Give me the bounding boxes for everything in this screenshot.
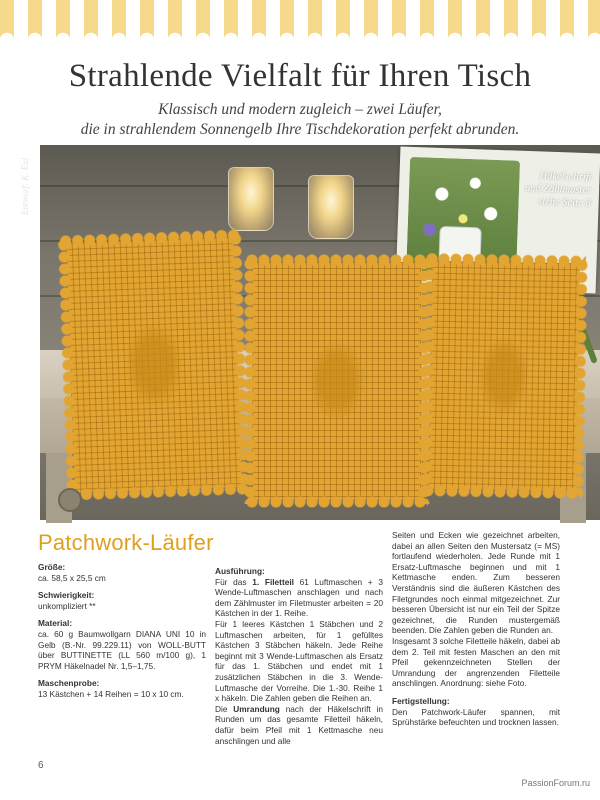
exec-p3-a: Die [215, 703, 234, 714]
finishing-block [392, 696, 560, 728]
difficulty-text: unkompliziert ** [38, 600, 96, 611]
col3-paragraph-2: Insgesamt 3 solche Filetteile häkeln, dabei ab dem 2. Teil mit festen Maschen an den mit Pfeil gekennzeichneten Stellen der Umrandung der angrenzenden Filetteile anschlingen. Anordnung: siehe Foto. [392, 635, 560, 689]
gauge-text: 13 Kästchen + 14 Reihen = 10 x 10 cm. [38, 688, 184, 699]
card-note-line-3: siehe Seite 8 [537, 196, 591, 210]
exec-p1-bold: 1. Filetteil [252, 576, 294, 587]
crochet-panel-1 [66, 237, 243, 493]
material-heading: Material: [38, 618, 73, 629]
difficulty-heading: Schwierigkeit: [38, 590, 95, 601]
execution-block [215, 566, 383, 619]
exec-paragraph-3 [215, 704, 383, 746]
size-heading: Größe: [38, 562, 66, 572]
lace-edge [246, 496, 428, 508]
photo-credit: Entwurf: K. Eul [20, 157, 30, 215]
exec-p3-bold: Umrandung [233, 703, 280, 714]
candle-glass-right [308, 175, 354, 239]
difficulty-block [38, 590, 206, 611]
lace-edge [426, 253, 586, 268]
gauge-block [38, 678, 206, 699]
decorative-stripe-border [0, 0, 600, 40]
crochet-panel-2 [252, 262, 422, 500]
crochet-panel-3 [428, 261, 580, 492]
material-text: ca. 60 g Baumwollgarn DIANA UNI 10 in Gelb (B.-Nr. 99.229.11) von WOLL-BUTT über BUTTINETTE (LL 560 m/100 g), 1 PRYM Häkelnadel Nr. 1,5–1,75. [38, 628, 206, 671]
card-note-line-1: Häkelschrift [539, 170, 592, 184]
text-column-1 [38, 562, 206, 707]
lace-edge [246, 254, 428, 266]
article-title: Patchwork-Läufer [38, 530, 214, 555]
card-note [500, 168, 591, 210]
lace-edge [244, 258, 256, 504]
material-block [38, 618, 206, 671]
page-subtitle [0, 100, 600, 140]
gauge-heading: Maschenprobe: [38, 678, 100, 689]
drawer-knob [58, 488, 82, 512]
candle-glass-left [228, 167, 274, 231]
page-title: Strahlende Vielfalt für Ihren Tisch [68, 58, 532, 94]
size-block [38, 562, 206, 583]
filet-motif [303, 333, 371, 428]
exec-p3-c: nach der Häkelschrift in Runden um das gesamte Filetteil häkeln, dafür beim Pfeil mit 1 Kettmasche neu anschlingen und alle [215, 703, 383, 746]
finishing-heading: Fertigstellung: [392, 695, 450, 706]
filet-motif [119, 314, 190, 416]
exec-p1-c: 61 Luftmaschen + 3 Wende-Luftmaschen anschlagen und nach dem Zählmuster im Filetmuster arbeiten = 20 Kästchen in der 1. Reihe. [215, 576, 383, 619]
card-note-line-2: und Zählmuster [524, 182, 592, 197]
exec-paragraph-2: Für 1 leeres Kästchen 1 Stäbchen und 2 Luftmaschen arbeiten, für 1 gefülltes Kästchen 3 Stäbchen häkeln. Jede Reihe beginnt mit 3 Wende-Luftmaschen als Ersatz für das 1. Stäbchen und endet mit 1 zusätzlichen Stäbchen in die 3. Wende-Luftmasche der Vorreihe. Die 1.-30. Reihe 1 x häkeln. Die Zahlen geben die Reihen an. [215, 618, 383, 704]
page-number: 6 [38, 760, 44, 771]
filet-motif [474, 330, 535, 422]
size-text: ca. 58,5 x 25,5 cm [38, 572, 106, 583]
text-column-3 [392, 530, 560, 735]
execution-heading: Ausführung: [215, 566, 265, 576]
exec-p1-a: Für das [215, 576, 253, 587]
finishing-text: Den Patchwork-Läufer spannen, mit Sprühstärke befeuchten und trocknen lassen. [392, 706, 560, 728]
subtitle-line-1: Klassisch und modern zugleich – zwei Läufer, [158, 101, 442, 118]
subtitle-line-2: die in strahlendem Sonnengelb Ihre Tischdekoration perfekt abrunden. [80, 121, 520, 138]
text-column-2 [215, 566, 383, 746]
watermark: PassionForum.ru [521, 778, 590, 788]
col3-paragraph-1: Seiten und Ecken wie gezeichnet arbeiten, dabei an allen Seiten den Mustersatz (= MS) fortlaufend wiederholen. Jede Runde mit 1 Ersatz-Luftmasche beginnen und mit 1 Kettmasche enden. Zum besseren Verständnis sind die äußeren Kästchen des Filetgrundes noch einmal mitgezeichnet. Zur besseren Übersicht ist nur ein Teil der Spitze gezeichnet, die Runden mustergemäß beenden. Die Zahlen geben die Runden an. [392, 530, 560, 636]
